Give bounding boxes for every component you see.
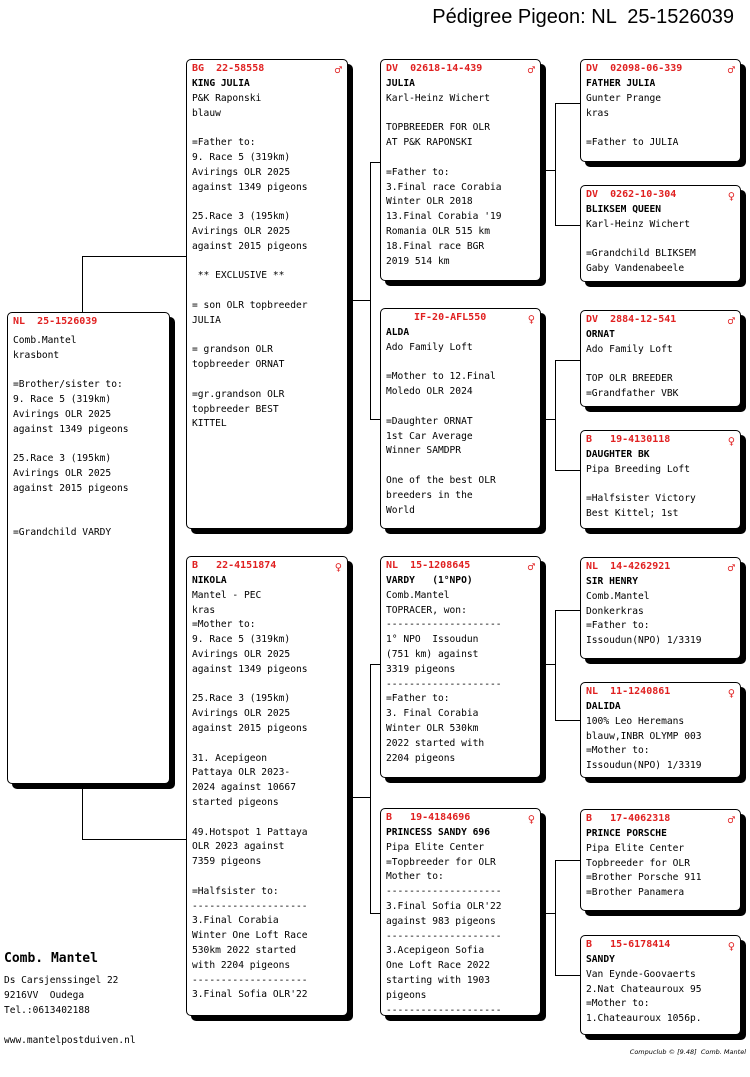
detail-line: starting with 1903 xyxy=(386,974,490,986)
detail-line: 49.Hotspot 1 Pattaya xyxy=(192,826,308,838)
connector-line xyxy=(348,797,370,798)
ring-number: NL 15-1208645 xyxy=(386,560,471,572)
connector-line xyxy=(541,913,555,914)
detail-line: =Mother to: xyxy=(192,619,256,631)
detail-line xyxy=(386,459,535,474)
detail-line: =Brother/sister to: xyxy=(13,379,123,391)
detail-line: Comb.Mantel xyxy=(586,590,650,602)
detail-line: 9. Race 5 (319km) xyxy=(192,634,291,646)
detail-line: KITTEL xyxy=(192,418,227,430)
detail-line: Winter One Loft Race xyxy=(192,930,308,942)
detail-line: against 1349 pigeons xyxy=(192,663,308,675)
connector-line xyxy=(555,975,580,976)
detail-line xyxy=(13,364,164,379)
detail-line: ** EXCLUSIVE ** xyxy=(192,270,285,282)
detail-line: with 2204 pigeons xyxy=(192,959,291,971)
copyright-footer: Compuclub © [9.48] Comb. Mantel xyxy=(629,1048,746,1056)
dam-dam-card[interactable] xyxy=(380,808,541,1016)
detail-line: Avirings OLR 2025 xyxy=(13,468,112,480)
detail-line: Donkerkras xyxy=(586,605,644,617)
pigeon-details xyxy=(586,463,735,522)
ring-number: IF-20-AFL550 xyxy=(414,312,487,324)
detail-line: Avirings OLR 2025 xyxy=(192,166,291,178)
connector-line xyxy=(555,225,580,226)
pigeon-name: ALDA xyxy=(386,327,410,338)
ring-number: NL 11-1240861 xyxy=(586,686,671,698)
detail-line: =Grandfather VBK xyxy=(586,388,679,400)
detail-line: 1st Car Average xyxy=(386,430,473,442)
pigeon-name: KING JULIA xyxy=(192,78,250,89)
detail-line: =Halfsister Victory xyxy=(586,493,696,505)
connector-line xyxy=(555,610,556,721)
detail-line xyxy=(13,497,164,512)
detail-line: against 2015 pigeons xyxy=(192,240,308,252)
detail-line: Avirings OLR 2025 xyxy=(192,708,291,720)
detail-line: 100% Leo Heremans xyxy=(586,715,685,727)
owner-address: Ds Carsjenssingel 22 xyxy=(4,975,119,986)
detail-line: Winner SAMDPR xyxy=(386,445,462,457)
detail-line: Moledo OLR 2024 xyxy=(386,386,473,398)
detail-line: Ado Family Loft xyxy=(386,341,473,353)
detail-line: Van Eynde-Goovaerts xyxy=(586,968,696,980)
male-icon: ♂ xyxy=(727,313,735,328)
detail-line: World xyxy=(386,504,415,516)
detail-line: against 1349 pigeons xyxy=(13,423,129,435)
pigeon-details xyxy=(586,590,735,649)
detail-line: =Father to: xyxy=(586,620,650,632)
detail-line: =Brother Porsche 911 xyxy=(586,872,702,884)
sire-sire-dam-card[interactable] xyxy=(580,185,741,282)
detail-line: kras xyxy=(192,604,216,616)
sire-card[interactable] xyxy=(186,59,348,529)
female-icon: ♀ xyxy=(727,188,735,203)
detail-line: OLR 2023 against xyxy=(192,841,285,853)
male-icon: ♂ xyxy=(727,62,735,77)
pigeon-name: SIR HENRY xyxy=(586,576,638,587)
pigeon-details xyxy=(386,92,535,270)
pigeon-details xyxy=(13,334,164,541)
detail-line xyxy=(386,400,535,415)
detail-line: against 1349 pigeons xyxy=(192,181,308,193)
detail-line: (751 km) against xyxy=(386,648,479,660)
connector-line xyxy=(555,360,556,471)
detail-line: 7359 pigeons xyxy=(192,856,262,868)
pigeon-name: DALIDA xyxy=(586,701,621,712)
detail-line xyxy=(192,811,342,826)
connector-line xyxy=(370,664,371,914)
detail-line: =Topbreeder for OLR xyxy=(386,856,496,868)
detail-line: Mother to: xyxy=(386,871,444,883)
connector-line xyxy=(82,256,83,312)
subject-pigeon-card[interactable] xyxy=(7,312,170,784)
detail-line: Best Kittel; 1st xyxy=(586,508,679,520)
detail-line xyxy=(13,512,164,527)
detail-line xyxy=(192,255,342,270)
detail-line: =gr.grandson OLR xyxy=(192,388,285,400)
pigeon-details xyxy=(586,715,735,774)
detail-line: Romania OLR 515 km xyxy=(386,225,490,237)
detail-line: P&K Raponski xyxy=(192,92,262,104)
sire-dam-sire-card[interactable] xyxy=(580,310,741,407)
detail-line: against 2015 pigeons xyxy=(13,482,129,494)
detail-line: 3.Acepigeon Sofia xyxy=(386,945,485,957)
detail-line: Comb.Mantel xyxy=(386,589,450,601)
pigeon-name: BLIKSEM QUEEN xyxy=(586,204,662,215)
detail-line: Karl-Heinz Wichert xyxy=(386,92,490,104)
detail-line: AT P&K RAPONSKI xyxy=(386,137,473,149)
connector-line xyxy=(541,170,555,171)
ring-number: B 17-4062318 xyxy=(586,813,671,825)
ring-number: BG 22-58558 xyxy=(192,63,265,75)
detail-line: 1.Chateauroux 1056p. xyxy=(586,1013,702,1025)
ring-number: B 19-4130118 xyxy=(586,434,671,446)
detail-line: =Grandchild BLIKSEM xyxy=(586,248,696,260)
pigeon-details xyxy=(192,92,342,432)
connector-line xyxy=(370,162,371,420)
detail-line: 31. Acepigeon xyxy=(192,752,268,764)
detail-line: Gunter Prange xyxy=(586,92,662,104)
detail-line: Avirings OLR 2025 xyxy=(192,225,291,237)
pigeon-details xyxy=(192,589,342,1003)
connector-line xyxy=(555,103,556,226)
detail-line: topbreeder ORNAT xyxy=(192,359,285,371)
detail-line: TOPBREEDER FOR OLR xyxy=(386,122,490,134)
detail-line: =Father to: xyxy=(386,166,450,178)
detail-line: Avirings OLR 2025 xyxy=(192,648,291,660)
connector-line xyxy=(555,103,580,104)
detail-line: =Mother to: xyxy=(586,745,650,757)
detail-line: =Father to: xyxy=(386,693,450,705)
detail-line: 1° NPO Issoudun xyxy=(386,634,479,646)
dam-sire-sire-card[interactable] xyxy=(580,557,741,659)
detail-line: against 2015 pigeons xyxy=(192,722,308,734)
detail-line: against 983 pigeons xyxy=(386,915,496,927)
dam-dam-sire-card[interactable] xyxy=(580,809,741,911)
detail-line: One of the best OLR xyxy=(386,474,496,486)
dam-card[interactable] xyxy=(186,556,348,1016)
owner-city: 9216VV Oudega xyxy=(4,990,85,1001)
ring-number: DV 0262-10-304 xyxy=(586,189,677,201)
detail-line xyxy=(192,121,342,136)
detail-line: 9. Race 5 (319km) xyxy=(192,151,291,163)
detail-line: = son OLR topbreeder xyxy=(192,299,308,311)
ring-number: NL 14-4262921 xyxy=(586,561,671,573)
owner-name: Comb. Mantel xyxy=(4,951,98,966)
female-icon: ♀ xyxy=(334,559,342,574)
pigeon-details xyxy=(586,218,735,277)
connector-line xyxy=(348,300,370,301)
detail-line: 3319 pigeons xyxy=(386,663,456,675)
detail-line xyxy=(192,373,342,388)
detail-line: 25.Race 3 (195km) xyxy=(192,693,291,705)
pigeon-details xyxy=(586,968,735,1027)
detail-line: 25.Race 3 (195km) xyxy=(13,453,112,465)
detail-line xyxy=(586,358,735,373)
detail-line: Gaby Vandenabeele xyxy=(586,263,685,275)
female-icon: ♀ xyxy=(727,433,735,448)
pigeon-name: FATHER JULIA xyxy=(586,78,656,89)
ring-number: B 22-4151874 xyxy=(192,560,277,572)
detail-line: One Loft Race 2022 xyxy=(386,960,490,972)
pigeon-details xyxy=(386,841,535,1016)
detail-line: =Halfsister to: xyxy=(192,885,279,897)
sire-dam-dam-card[interactable] xyxy=(580,430,741,529)
pigeon-name: JULIA xyxy=(386,78,415,89)
detail-line: blauw,INBR OLYMP 003 xyxy=(586,730,702,742)
detail-line xyxy=(586,121,735,136)
connector-line xyxy=(541,664,555,665)
sire-dam-card[interactable] xyxy=(380,308,541,529)
detail-line: Mantel - PEC xyxy=(192,589,262,601)
detail-line xyxy=(586,233,735,248)
connector-line xyxy=(555,860,580,861)
detail-line xyxy=(192,329,342,344)
male-icon: ♂ xyxy=(527,559,535,574)
ring-number: NL 25-1526039 xyxy=(13,316,98,328)
dam-sire-dam-card[interactable] xyxy=(580,682,741,778)
detail-line: Pipa Elite Center xyxy=(586,842,685,854)
owner-phone: Tel.:0613402188 xyxy=(4,1005,90,1016)
sire-sire-sire-card[interactable] xyxy=(580,59,741,162)
connector-line xyxy=(555,360,580,361)
connector-line xyxy=(555,860,556,976)
ring-number: DV 02618-14-439 xyxy=(386,63,483,75)
detail-line xyxy=(192,284,342,299)
detail-line xyxy=(192,678,342,693)
detail-line: 2.Nat Chateauroux 95 xyxy=(586,983,702,995)
female-icon: ♀ xyxy=(727,685,735,700)
detail-line: pigeons xyxy=(386,989,427,1001)
female-icon: ♀ xyxy=(527,311,535,326)
detail-line xyxy=(386,151,535,166)
detail-line: Ado Family Loft xyxy=(586,343,673,355)
detail-line: 3.Final Corabia xyxy=(192,915,279,927)
detail-line xyxy=(13,438,164,453)
detail-line: kras xyxy=(586,107,610,119)
detail-line: Pipa Breeding Loft xyxy=(586,463,690,475)
detail-line: 18.Final race BGR xyxy=(386,240,485,252)
ring-number: B 15-6178414 xyxy=(586,939,671,951)
detail-line: -------------------- xyxy=(192,900,308,912)
detail-line: =Daughter ORNAT xyxy=(386,415,473,427)
detail-line: =Brother Panamera xyxy=(586,887,685,899)
detail-line: -------------------- xyxy=(386,678,502,690)
detail-line xyxy=(386,107,535,122)
detail-line: -------------------- xyxy=(192,974,308,986)
detail-line: TOP OLR BREEDER xyxy=(586,373,673,385)
owner-website[interactable]: www.mantelpostduiven.nl xyxy=(4,1035,136,1046)
detail-line: =Mother to 12.Final xyxy=(386,371,496,383)
detail-line: Karl-Heinz Wichert xyxy=(586,218,690,230)
detail-line: krasbont xyxy=(13,349,60,361)
sire-sire-card[interactable] xyxy=(380,59,541,281)
detail-line xyxy=(586,478,735,493)
detail-line xyxy=(386,356,535,371)
dam-sire-card[interactable] xyxy=(380,556,541,778)
detail-line: =Father to JULIA xyxy=(586,137,679,149)
connector-line xyxy=(82,256,188,257)
detail-line: Avirings OLR 2025 xyxy=(13,408,112,420)
ring-number: DV 02098-06-339 xyxy=(586,63,683,75)
detail-line: 25.Race 3 (195km) xyxy=(192,211,291,223)
detail-line xyxy=(192,195,342,210)
pigeon-name: SANDY xyxy=(586,954,615,965)
pigeon-name: DAUGHTER BK xyxy=(586,449,650,460)
detail-line: 3.Final race Corabia xyxy=(386,181,502,193)
detail-line: 13.Final Corabia '19 xyxy=(386,211,502,223)
connector-line xyxy=(555,470,580,471)
ring-number: B 19-4184696 xyxy=(386,812,471,824)
detail-line: blauw xyxy=(192,107,221,119)
detail-line: -------------------- xyxy=(386,619,502,631)
ring-number: DV 2884-12-541 xyxy=(586,314,677,326)
pigeon-name: PRINCESS SANDY 696 xyxy=(386,827,490,838)
detail-line: 530km 2022 started xyxy=(192,944,296,956)
detail-line: 2024 against 10667 xyxy=(192,782,296,794)
detail-line: 3.Final Sofia OLR'22 xyxy=(192,989,308,1001)
dam-dam-dam-card[interactable] xyxy=(580,935,741,1035)
detail-line: Pattaya OLR 2023- xyxy=(192,767,291,779)
pigeon-name: ORNAT xyxy=(586,329,615,340)
detail-line: Winter OLR 2018 xyxy=(386,196,473,208)
pigeon-name: VARDY (1°NPO) xyxy=(386,575,473,586)
detail-line xyxy=(192,870,342,885)
detail-line: = grandson OLR xyxy=(192,344,273,356)
detail-line: -------------------- xyxy=(386,930,502,942)
detail-line: 2204 pigeons xyxy=(386,752,456,764)
male-icon: ♂ xyxy=(527,62,535,77)
pigeon-details xyxy=(386,341,535,519)
detail-line: topbreeder BEST xyxy=(192,403,279,415)
detail-line: 3. Final Corabia xyxy=(386,708,479,720)
connector-line xyxy=(555,720,580,721)
detail-line: Topbreeder for OLR xyxy=(586,857,690,869)
pigeon-details xyxy=(386,589,535,767)
connector-line xyxy=(541,419,555,420)
detail-line: JULIA xyxy=(192,314,221,326)
pigeon-details xyxy=(586,92,735,151)
pigeon-details xyxy=(586,343,735,402)
male-icon: ♂ xyxy=(727,560,735,575)
detail-line: Winter OLR 530km xyxy=(386,722,479,734)
connector-line xyxy=(555,610,580,611)
detail-line: -------------------- xyxy=(386,1004,502,1016)
pigeon-details xyxy=(586,842,735,901)
connector-line xyxy=(82,839,188,840)
male-icon: ♂ xyxy=(727,812,735,827)
detail-line: Comb.Mantel xyxy=(13,335,77,346)
detail-line: Pipa Elite Center xyxy=(386,841,485,853)
male-icon: ♂ xyxy=(334,62,342,77)
pigeon-name: PRINCE PORSCHE xyxy=(586,828,667,839)
detail-line: 2019 514 km xyxy=(386,255,450,267)
female-icon: ♀ xyxy=(727,938,735,953)
detail-line: Issoudun(NPO) 1/3319 xyxy=(586,635,702,647)
detail-line: =Mother to: xyxy=(586,998,650,1010)
detail-line: Issoudun(NPO) 1/3319 xyxy=(586,760,702,772)
detail-line: TOPRACER, won: xyxy=(386,604,467,616)
detail-line: 9. Race 5 (319km) xyxy=(13,394,112,406)
detail-line: 2022 started with xyxy=(386,737,485,749)
detail-line: =Father to: xyxy=(192,137,256,149)
detail-line xyxy=(192,737,342,752)
pigeon-name: NIKOLA xyxy=(192,575,227,586)
detail-line: -------------------- xyxy=(386,886,502,898)
page-title: Pédigree Pigeon: NL 25-1526039 xyxy=(432,6,734,28)
female-icon: ♀ xyxy=(527,811,535,826)
detail-line: breeders in the xyxy=(386,489,473,501)
detail-line: 3.Final Sofia OLR'22 xyxy=(386,900,502,912)
connector-line xyxy=(82,783,83,840)
detail-line: =Grandchild VARDY xyxy=(13,527,112,539)
detail-line: started pigeons xyxy=(192,796,279,808)
